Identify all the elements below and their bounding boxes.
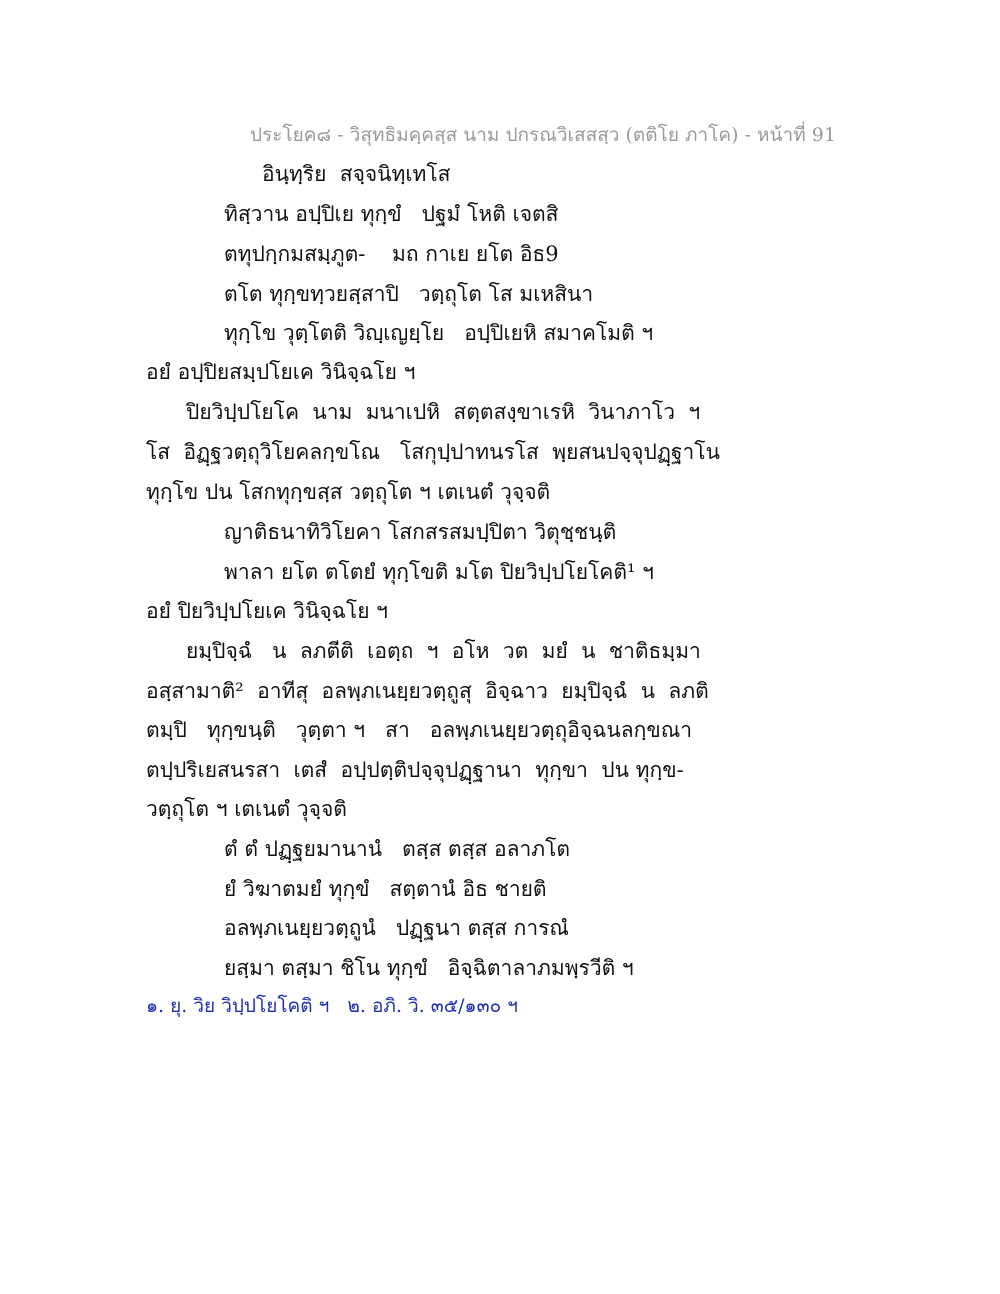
verse-line: ยสฺมา ตสฺมา ชิโน ทุกฺขํ อิจฺฉิตาลาภมพฺรวีติ ฯ [224, 956, 634, 980]
verse-line: ทุกฺโข วุตฺโตติ วิญฺเญยฺโย อปฺปิเยหิ สมาคโมติ ฯ [224, 321, 654, 345]
page-header: ประโยค๘ - วิสุทธิมคฺคสฺส นาม ปกรณวิเสสสฺว (ตติโย ภาโค) - หน้าที่ 91 [250, 124, 836, 146]
prose-line: อยํ อปฺปิยสมฺปโยเค วินิจฺฉโย ฯ [146, 360, 416, 384]
verse-line: ทิสฺวาน อปฺปิเย ทุกฺขํ ปฐมํ โหติ เจตสิ [224, 202, 559, 226]
prose-line: ตปฺปริเยสนรสา เตสํ อปฺปตฺติปจฺจุปฏฺฐานา ทุกฺขา ปน ทุกฺข- [146, 758, 684, 782]
verse-line: ตทุปกฺกมสมฺภูต- มถ กาเย ยโต อิธ9 [224, 242, 559, 266]
prose-line: ตมฺปิ ทุกฺขนฺติ วุตฺตา ฯ สา อลพฺภเนยฺยวตฺถุอิจฺฉนลกฺขณา [146, 718, 692, 742]
prose-line: ทุกฺโข ปน โสกทุกฺขสฺส วตฺถุโต ฯ เตเนตํ วุจฺจติ [146, 480, 551, 504]
verse-line: อลพฺภเนยฺยวตฺถูนํ ปฏฺฐนา ตสฺส การณํ [224, 916, 569, 940]
verse-line: ตํ ตํ ปฏฺฐยมานานํ ตสฺส ตสฺส อลาภโต [224, 837, 571, 861]
section-heading: อินฺทฺริย สจฺจนิทฺเทโส [262, 162, 451, 186]
footnote: ๑. ยุ. วิย วิปฺปโยโคติ ฯ ๒. อภิ. วิ. ๓๕/๑๓๐ ฯ [146, 995, 518, 1017]
prose-line: วตฺถุโต ฯ เตเนตํ วุจฺจติ [146, 797, 347, 821]
prose-line: อสฺสามาติ² อาทีสุ อลพฺภเนยฺยวตฺถูสุ อิจฺฉาว ยมฺปิจฺฉํ น ลภติ [146, 679, 709, 703]
verse-line: พาลา ยโต ตโตยํ ทุกฺโขติ มโต ปิยวิปฺปโยโคติ¹ ฯ [224, 560, 654, 584]
prose-line: ปิยวิปฺปโยโค นาม มนาเปหิ สตฺตสงฺขาเรหิ วินาภาโว ฯ [186, 400, 701, 424]
verse-line: ญาติธนาทิวิโยคา โสกสรสมปฺปิตา วิตุชฺชนฺติ [224, 520, 617, 544]
prose-line: อยํ ปิยวิปฺปโยเค วินิจฺฉโย ฯ [146, 599, 388, 623]
verse-line: ตโต ทุกฺขทฺวยสฺสาปิ วตฺถุโต โส มเหสินา [224, 282, 594, 306]
verse-line: ยํ วิฆาตมยํ ทุกฺขํ สตฺตานํ อิธ ชายติ [224, 877, 547, 901]
prose-line: โส อิฏฺฐวตฺถุวิโยคลกฺขโณ โสกุปฺปาทนรโส พฺยสนปจฺจุปฏฺฐาโน [146, 440, 720, 464]
prose-line: ยมฺปิจฺฉํ น ลภตีติ เอตฺถ ฯ อโห วต มยํ น ชาติธมฺมา [186, 639, 701, 663]
